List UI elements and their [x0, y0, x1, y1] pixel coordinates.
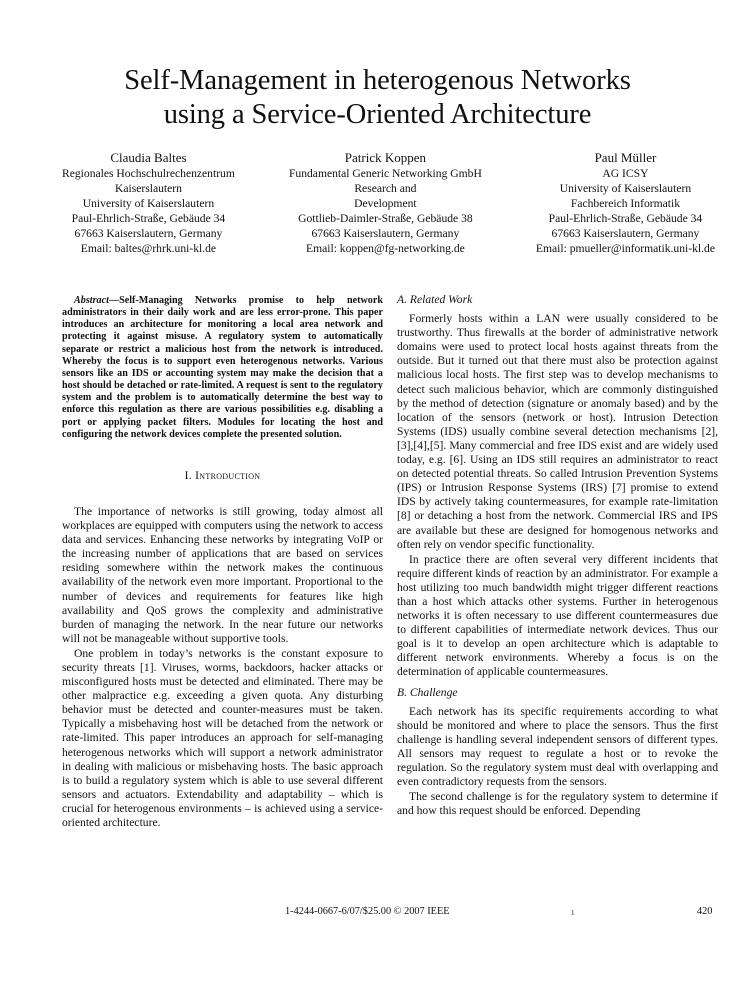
- author-3: [536, 150, 715, 256]
- page-index: 1: [571, 909, 575, 917]
- affiliation-line: Regionales Hochschulrechenzentrum: [62, 167, 235, 180]
- paper-title: [0, 64, 755, 132]
- section-heading-introduction: I. Introduction: [184, 468, 261, 482]
- title-line-1: Self-Management in heterogenous Networks: [124, 65, 631, 96]
- paragraph: Each network has its specific requirements according to what should be monitored and where to place the sensors. Thus the first challenge is handling several independent sensors of different types. All sensors may request to regulate a host or to revoke the regulation. So the regulatory system must deal with overlapping and even contradictory requests from the sensors.: [397, 704, 718, 789]
- address-line: 67663 Kaiserslautern, Germany: [551, 227, 700, 240]
- paragraph: Formerly hosts within a LAN were usually considered to be trustworthy. Thus firewalls at the border of administrative network domains were used to protect local hosts against threats from the outside. But it turned out that there must also be protection against malicious local hosts. The first step was to develop mechanisms to detect such malicious behavior, which are commonly distinguished by the method of detection (signature or anomaly based) and by the location of the sensors (network or host). Intrusion Detection Systems (IDS) usually combine several detection mechanisms [2],[3],[4],[5]. Many commercial and free IDS exist and are widely used today, e.g. [6]. Using an IDS still requires an administrator to react on detected potential threats. So called Intrusion Prevention Systems (IPS) or Intrusion Response Systems (IRS) [7] promise to extend IDS by actively taking countermeasures, for example rate-limitation [8] or detaching a host from the network. Commercial IRS and IPS are available but these are designed for homogenous networks and often rely on vendor specific functionality.: [397, 312, 718, 551]
- abstract: [62, 295, 383, 441]
- abstract-label: Abstract: [74, 295, 109, 306]
- paragraph: In practice there are often several very different incidents that require different kinds of reaction by an administrator. For example a host utilizing too much bandwidth might trigger different reactions than a host which attacks other systems. Further in heterogenous networks it is often necessary to use different countermeasures due to different capabilities of intermediate network devices. Thus our goal is it to develop an open architecture which is adaptable to different network environments. Whereby a focus is on the determination of applicable countermeasures.: [397, 552, 718, 679]
- author-email: Email: koppen@fg-networking.de: [306, 242, 465, 255]
- paragraph: One problem in today’s networks is the constant exposure to security threats [1]. Viruses, worms, backdoors, hacker attacks or misconfigured hosts must be detected and eliminated. There may be other malpractice e.g. exceeding a given quota. Any disturbing behavior must be detected and counter-measures must be taken. Typically a misbehaving host will be detached from the network or rate-limited. This paper introduces an approach for self-managing heterogenous networks which will support a network administrator in dealing with malicious or misbehaving hosts. The basic approach is to build a regulatory system which is able to use several different sensors and actuators. Extendability and adaptability – which is crucial for heterogenous environments – is achieved using a service-oriented architecture.: [62, 646, 383, 830]
- address-line: 67663 Kaiserslautern, Germany: [74, 227, 223, 240]
- address-line: Gottlieb-Daimler-Straße, Gebäude 38: [298, 212, 473, 225]
- author-name: Claudia Baltes: [110, 150, 187, 165]
- subsection-heading-challenge: B. Challenge: [397, 685, 458, 699]
- paragraph: The importance of networks is still growing, today almost all workplaces are equipped with computers using the network to access data and services. Enhancing these networks by integrating VoIP or the increasing number of applications that are based on services residing somewhere within the network makes the continuous availability of the network even more important. Proportional to the number of devices and requirements for features like high availability and QoS grows the complexity and administrative burden of managing the network. In the near future our networks will not be manageable without supportive tools.: [62, 504, 383, 645]
- affiliation-line: University of Kaiserslautern: [82, 197, 215, 210]
- affiliation-line: Fachbereich Informatik: [570, 197, 681, 210]
- author-name: Paul Müller: [594, 150, 657, 165]
- affiliation-line: University of Kaiserslautern: [559, 182, 692, 195]
- author-2: [289, 150, 482, 256]
- author-block: [62, 150, 715, 256]
- address-line: Paul-Ehrlich-Straße, Gebäude 34: [548, 212, 703, 225]
- affiliation-line: Fundamental Generic Networking GmbH: [288, 167, 482, 180]
- copyright-notice: 1-4244-0667-6/07/$25.00 © 2007 IEEE: [285, 906, 450, 917]
- right-column: [397, 293, 718, 818]
- address-line: Paul-Ehrlich-Straße, Gebäude 34: [71, 212, 226, 225]
- address-line: 67663 Kaiserslautern, Germany: [311, 227, 460, 240]
- author-name: Patrick Koppen: [344, 150, 427, 165]
- affiliation-line: Kaiserslautern: [114, 182, 182, 195]
- title-line-2: using a Service-Oriented Architecture: [163, 99, 592, 130]
- subsection-heading-related-work: A. Related Work: [397, 293, 473, 306]
- abstract-dash: —: [108, 295, 120, 306]
- paragraph: The second challenge is for the regulatory system to determine if and how this request should be enforced. Depending: [397, 790, 718, 818]
- author-1: [62, 150, 235, 256]
- page-footer: [0, 906, 755, 926]
- affiliation-line: Development: [354, 197, 417, 210]
- affiliation-line: Research and: [354, 182, 417, 195]
- author-email: Email: pmueller@informatik.uni-kl.de: [535, 242, 715, 255]
- abstract-text: Self-Managing Networks promise to help network administrators in their daily work and are less error-prone. This paper introduces an architecture for monitoring a local area network and protecting it against misuse. A regulatory system to automatically separate or restrict a malicious host from the network is introduced. Whereby the focus is to support even heterogenous networks. Various sensors like an IDS or accounting system may make the decision that a host should be detached or rate-limited. A request is sent to the regulatory system and the problem is to automatically determine the best way to enforce this regulation as there are various possibilities e.g. disabling a port or applying packet filters. Modules for locating the host and configuring the network devices complete the presented solution.: [62, 295, 383, 440]
- author-email: Email: baltes@rhrk.uni-kl.de: [80, 242, 217, 255]
- page-number: 420: [697, 906, 713, 917]
- left-column: [62, 295, 383, 830]
- affiliation-line: AG ICSY: [602, 167, 649, 180]
